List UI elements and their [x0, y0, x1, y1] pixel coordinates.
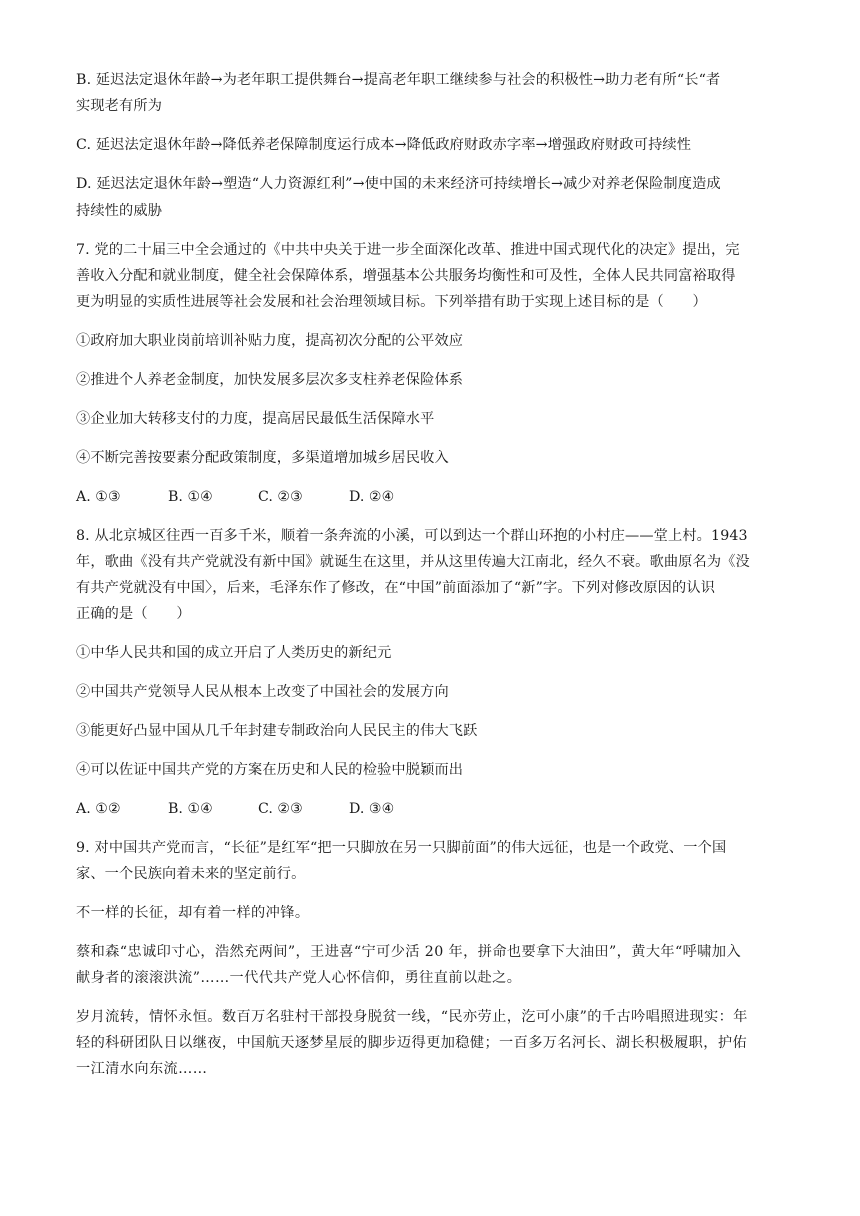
q6-option-d-line1: D. 延迟法定退休年龄→塑造“人力资源红利”→使中国的未来经济可持续增长→减少对养老保险制度造成	[76, 176, 721, 192]
q6-option-c: C. 延迟法定退休年龄→降低养老保障制度运行成本→降低政府财政赤字率→增强政府财政可持续性	[76, 137, 692, 153]
q9-material-para3-line2: 轻的科研团队日以继夜，中国航天逐梦星辰的脚步迈得更加稳健；一百多万名河长、湖长积极履职，护佑	[76, 1035, 748, 1051]
q8-item-2: ②中国共产党领导人民从根本上改变了中国社会的发展方向	[76, 684, 449, 700]
q6-option-b-line1: B. 延迟法定退休年龄→为老年职工提供舞台→提高老年职工继续参与社会的积极性→助力老有所“长“者	[76, 72, 721, 88]
q9-stem-line2: 家、一个民族向着未来的坚定前行。	[76, 866, 306, 882]
q7-item-1: ①政府加大职业岗前培训补贴力度，提高初次分配的公平效应	[76, 333, 464, 349]
q8-item-3: ③能更好凸显中国从几千年封建专制政治向人民民主的伟大飞跃	[76, 723, 478, 739]
q7-stem-line1: 7. 党的二十届三中全会通过的《中共中央关于进一步全面深化改革、推进中国式现代化的决定》提出，完	[76, 242, 740, 258]
q9-material-para1: 不一样的长征，却有着一样的冲锋。	[76, 905, 310, 921]
q7-item-4: ④不断完善按要素分配政策制度，多渠道增加城乡居民收入	[76, 450, 449, 466]
q7-choice-c: C. ②③	[258, 489, 303, 505]
q8-item-1: ①中华人民共和国的成立开启了人类历史的新纪元	[76, 645, 392, 661]
q7-choice-d: D. ②④	[349, 489, 395, 505]
q7-choice-b: B. ①④	[168, 489, 213, 505]
q6-option-b-line2: 实现老有所为	[76, 98, 163, 114]
q8-choice-c: C. ②③	[258, 801, 303, 817]
q9-stem-line1: 9. 对中国共产党而言，“长征”是红军“把一只脚放在另一只脚前面”的伟大远征，也是一个政党、一个国	[76, 840, 727, 856]
q9-material-para3-line3: 一江清水向东流……	[76, 1061, 208, 1077]
q8-stem-line3: 有共产党就没有中国〉，后来，毛泽东作了修改，在“中国”前面添加了“新”字。下列对修改原因的认识	[76, 580, 716, 596]
q8-stem-line4: 正确的是（ ）	[76, 606, 191, 622]
q7-choice-a: A. ①③	[76, 489, 121, 505]
q9-material-para2-line1: 蔡和森“忠诚印寸心，浩然充两间”，王进喜“宁可少活 20 年，拼命也要拿下大油田”，黄大年“呼啸加入	[76, 944, 742, 960]
q9-material-para3-line1: 岁月流转，情怀永恒。数百万名驻村干部投身脱贫一线，“民亦劳止，汔可小康”的千古吟唱照进现实：年	[76, 1009, 748, 1025]
q8-choice-d: D. ③④	[349, 801, 395, 817]
q8-item-4: ④可以佐证中国共产党的方案在历史和人民的检验中脱颖而出	[76, 762, 464, 778]
q9-material-para2-line2: 献身者的滚滚洪流”……一代代共产党人心怀信仰，勇往直前以赴之。	[76, 970, 522, 986]
q8-stem-line1: 8. 从北京城区往西一百多千米，顺着一条奔流的小溪，可以到达一个群山环抱的小村庄——堂上村。1943	[76, 528, 748, 544]
q7-item-2: ②推进个人养老金制度，加快发展多层次多支柱养老保险体系	[76, 372, 464, 388]
q7-item-3: ③企业加大转移支付的力度，提高居民最低生活保障水平	[76, 411, 435, 427]
q6-option-d-line2: 持续性的威胁	[76, 203, 163, 219]
q8-choice-a: A. ①②	[76, 801, 121, 817]
q8-stem-line2: 年，歌曲《没有共产党就没有新中国》就诞生在这里，并从这里传遍大江南北，经久不衰。歌曲原名为《没	[76, 554, 750, 570]
q7-stem-line3: 更为明显的实质性进展等社会发展和社会治理领域目标。下列举措有助于实现上述目标的是（ ）	[76, 294, 707, 310]
q7-stem-line2: 善收入分配和就业制度，健全社会保障体系，增强基本公共服务均衡性和可及性，全体人民共同富裕取得	[76, 268, 736, 284]
q8-choice-b: B. ①④	[168, 801, 213, 817]
